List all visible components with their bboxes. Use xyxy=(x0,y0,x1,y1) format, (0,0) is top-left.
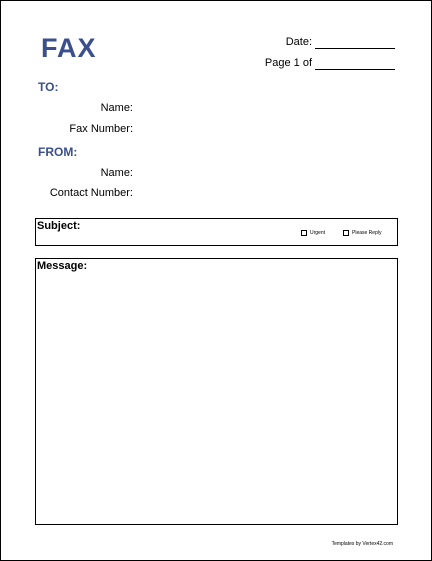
to-fax-number-label: Fax Number: xyxy=(69,123,133,135)
urgent-checkbox[interactable] xyxy=(301,230,307,236)
to-name-label: Name: xyxy=(100,102,133,114)
from-name-label: Name: xyxy=(100,167,133,179)
page-count-label: Page 1 of xyxy=(264,57,312,69)
please-reply-option[interactable] xyxy=(343,230,381,236)
please-reply-checkbox[interactable] xyxy=(343,230,349,236)
fax-title: FAX xyxy=(41,33,97,63)
urgent-option[interactable] xyxy=(301,230,325,236)
date-field[interactable] xyxy=(315,36,395,49)
subject-box[interactable] xyxy=(35,218,398,246)
message-label: Message: xyxy=(37,260,88,272)
to-heading: TO: xyxy=(38,80,59,94)
date-row xyxy=(286,35,395,49)
from-name-field[interactable] xyxy=(137,166,397,180)
footer-credit: Templates by Vertex42.com xyxy=(331,541,393,547)
page-count-field[interactable] xyxy=(315,57,395,70)
page-count-row xyxy=(265,56,395,70)
from-heading: FROM: xyxy=(38,145,78,159)
from-contact-number-label: Contact Number: xyxy=(49,187,133,199)
please-reply-label: Please Reply xyxy=(352,230,382,236)
urgent-label: Urgent xyxy=(310,230,326,236)
subject-label: Subject: xyxy=(37,220,81,232)
to-name-field[interactable] xyxy=(137,101,397,115)
date-label: Date: xyxy=(285,36,312,48)
from-contact-number-field[interactable] xyxy=(137,186,397,200)
message-box[interactable] xyxy=(35,258,398,525)
to-fax-number-field[interactable] xyxy=(137,122,397,136)
